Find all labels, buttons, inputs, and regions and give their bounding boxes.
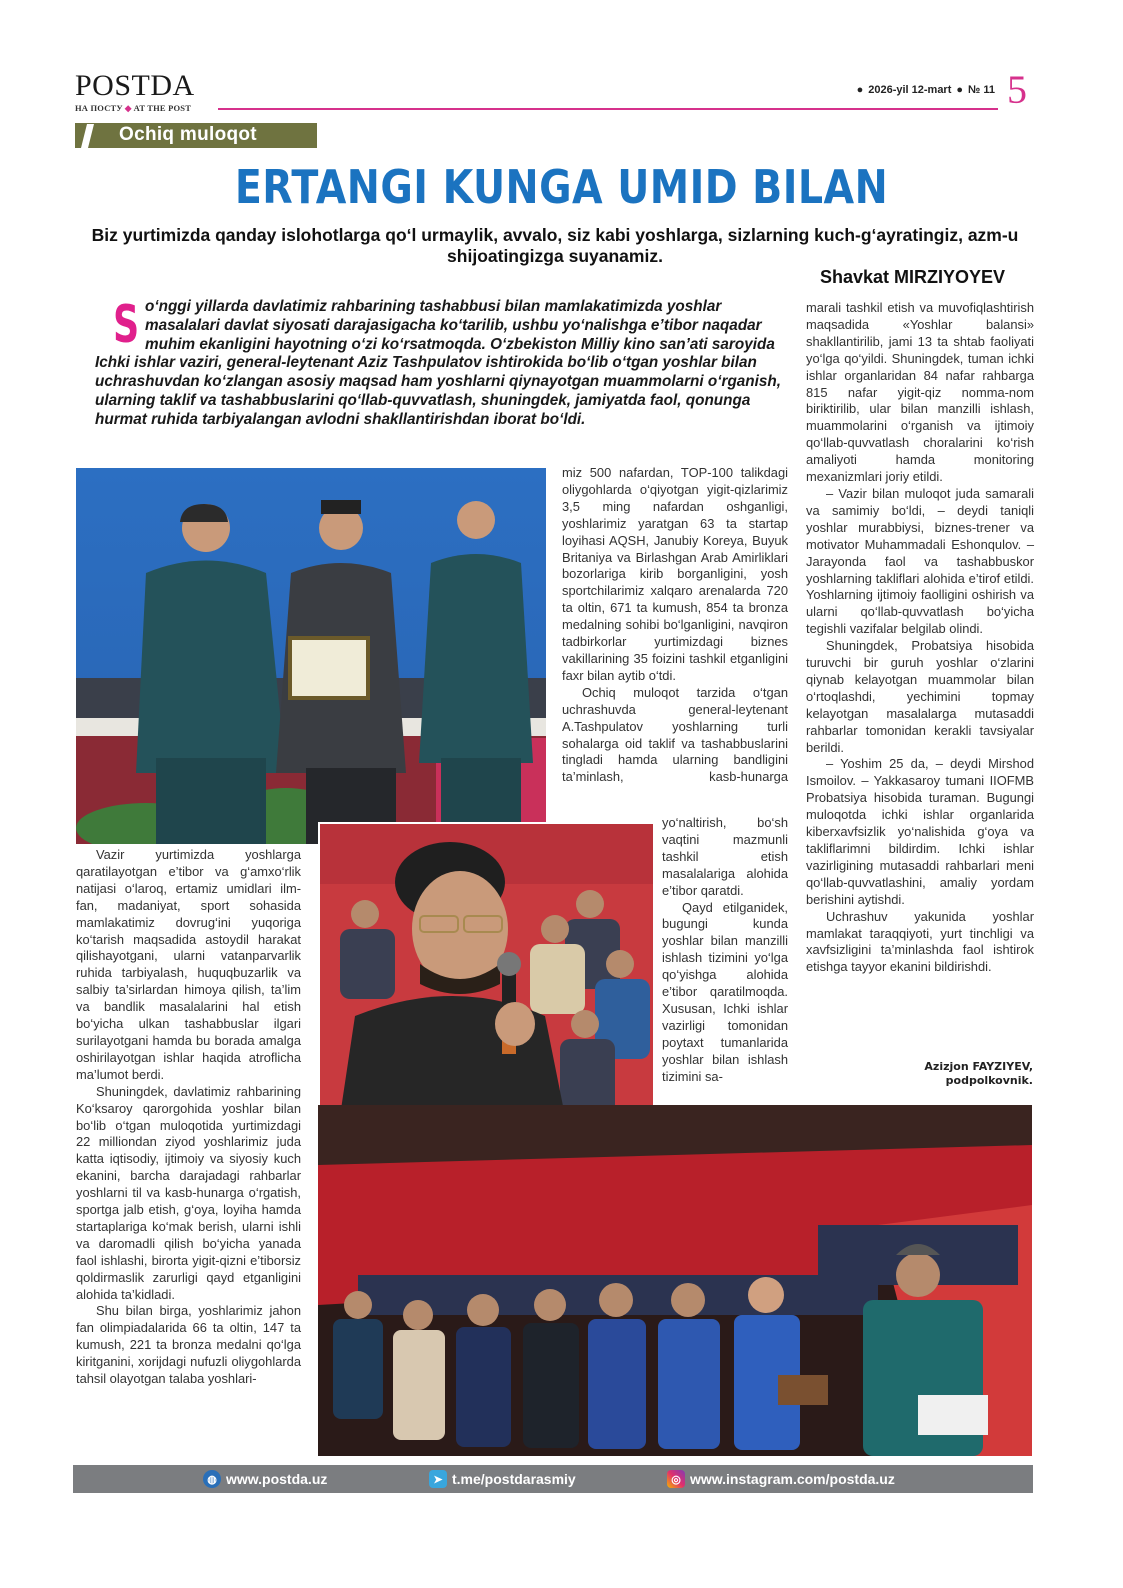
- photo-audience: [318, 1105, 1032, 1456]
- section-label: Ochiq muloqot: [119, 124, 257, 145]
- epigraph-quote: Biz yurtimizda qanday islohotlarga qo‘l urmaylik, avvalo, siz kabi yoshlarga, sizlarning kuch-g‘ayratingiz, azm-u shijoatingizga suyanamiz.: [91, 225, 1019, 266]
- author-rank: podpolkovnik.: [945, 1074, 1033, 1087]
- paragraph: Shuningdek, Probatsiya hisobida turuvchi bir guruh yoshlar o‘zlarini qiynab kelayotgan muammolar bilan o‘rtoqlashdi, yechimini topmay kelayotgan masalalarga mutasaddi rahbarlar tomonidan kerakli tavsiyalar berildi.: [806, 638, 1034, 755]
- footer-link-instagram[interactable]: [667, 1470, 895, 1488]
- article-byline: [924, 1060, 1033, 1088]
- telegram-url: t.me/postdarasmiy: [452, 1471, 576, 1487]
- issue-info: [852, 84, 995, 96]
- footer-link-website[interactable]: [203, 1470, 327, 1488]
- paragraph: Qayd etilganidek, bugungi kunda yoshlar bilan manzilli ishlash tizimini yo‘lga qo‘yishga alohida e’tibor qaratilmoqda. Xususan, Ichki ishlar vazirligi tomonidan poytaxt tumanlarida yoshlar bilan ishlash tizimini sa-: [662, 899, 788, 1084]
- globe-icon: ◍: [203, 1470, 221, 1488]
- photo-award-ceremony: [76, 468, 546, 844]
- website-url: www.postda.uz: [226, 1471, 328, 1487]
- paragraph: Vazir yurtimizda yoshlarga qaratilayotgan e’tibor va g‘amxo‘rlik natijasi o‘laroq, ertamiz umidlari ilm-fan, madaniyat, sport sohasida mamlakatimiz dovrug‘ini yuqoriga ko‘tarish maqsadida astoydil harakat qilishayotgani, ularni vatanparvarlik ruhida tarbiyalash, huquqbuzarlik va salbiy ta’sirlardan himoya qilish, ta’lim va bandlik masalalarini hal etish bo‘yicha ulkan tashabbuslar ilgari surilayotgani hamda bu borada amalga oshirilayotgan ishlar haqida atroflicha ma’lumot berdi.: [76, 847, 301, 1082]
- issue-date: 2026-yil 12-mart: [868, 84, 952, 96]
- bullet-icon: ●: [856, 84, 864, 96]
- masthead: [75, 67, 1035, 113]
- newspaper-logo: POSTDA: [75, 69, 195, 102]
- audience-illustration: [318, 1105, 1032, 1456]
- author-name: Azizjon FAYZIYEV,: [924, 1060, 1033, 1073]
- article-column-1: [76, 847, 301, 1388]
- footer-link-telegram[interactable]: [429, 1470, 576, 1488]
- logo-subtitle: [75, 103, 191, 114]
- lead-text: o‘nggi yillarda davlatimiz rahbarining tashabbusi bilan mamlakatimizda yoshlar masalalari davlat siyosati darajasigacha ko‘tarilib, ushbu yo‘nalishga e’tibor naqadar muhim ekanligini hayotning o‘zi ko‘rsatmoqda. O‘zbekiston Milliy kino san’ati saroyida Ichki ishlar vaziri, general-leytenant Aziz Tashpulatov ishtirokida bo‘lib o‘tgan yoshlar bilan uchrashuvdan ko‘zlangan asosiy maqsad ham yoshlarni qiynayotgan muammolarni o‘rganish, ularning taklif va tashabbuslarini qo‘llab-quvvatlash, shuningdek, jamiyatda faol, qonunga hurmat ruhida tarbiyalangan avlodni shakllantirishdan iborat bo‘ldi.: [95, 298, 781, 428]
- footer-bar: [73, 1465, 1033, 1493]
- diamond-icon: ◆: [124, 103, 132, 113]
- paragraph: Ochiq muloqot tarzida o‘tgan uchrashuvda general-leytenant A.Tashpulatov yoshlarning turli sohalarga oid taklif va tashabbuslarini tingladi hamda ularning bandligini ta’minlash, kasb-hunarga: [562, 684, 788, 785]
- article-column-2: [562, 465, 788, 786]
- page-number: 5: [1007, 67, 1027, 112]
- speaker-illustration: [320, 824, 653, 1116]
- logo-subtitle-ru: НА ПОСТУ: [75, 103, 123, 113]
- photo-speaker: [318, 822, 655, 1118]
- telegram-icon: ➤: [429, 1470, 447, 1488]
- article-column-3: [806, 300, 1034, 976]
- header-rule: [218, 108, 998, 110]
- article-headline: ERTANGI KUNGA UMID BILAN: [234, 160, 889, 214]
- paragraph: – Vazir bilan muloqot juda samarali va samimiy bo‘ldi, – deydi taniqli yoshlar murabbiysi, biznes-trener va motivator Muhammadali Eshonqulov. – Jarayonda faol va tashabbuskor yoshlarning takliflari alohida e’tirof etildi. Yoshlarning ijtimoiy faolligini oshirish va ularni qo‘llab-quvvatlash bo‘yicha tegishli vazifalar belgilab olindi.: [806, 485, 1034, 637]
- drop-cap: S: [113, 295, 140, 355]
- bullet-icon: ●: [956, 84, 964, 96]
- paragraph: marali tashkil etish va muvofiqlashtirish maqsadida «Yoshlar balansi» shakllantirilib, jami 13 ta shtab faoliyati yo‘lga qo‘yildi. Shuningdek, tuman ichki ishlar organlaridan 84 nafar rahbarga 815 nafar yigit-qiz nomma-nom biriktirilib, ular bilan manzilli ishlash, muammolarini o‘rganish va ijtimoiy qo‘llab-quvvatlash choralarini ko‘rish amaliyoti hamda monitoring mexanizmlari joriy etildi.: [806, 300, 1034, 485]
- paragraph: – Yoshim 25 da, – deydi Mirshod Ismoilov. – Yakkasaroy tumani IIOFMB Probatsiya hisobida turaman. Bugungi muloqotda ichki ishlar organlarida kiberxavfsizlik yo‘nalishida g‘oya va takliflarimni bildirdim. Ichki ishlar vazirligining mutasaddi rahbarlari meni qo‘llab-quvvatlashini, amaliy yordam berishini aytishdi.: [806, 756, 1034, 907]
- issue-number: № 11: [968, 84, 995, 96]
- article-lead: [95, 295, 795, 430]
- section-band: [75, 123, 317, 148]
- slash-icon: [81, 124, 94, 148]
- instagram-icon: ◎: [667, 1470, 685, 1488]
- paragraph: yo‘naltirish, bo‘sh vaqtini mazmunli tashkil etish masalalariga alohida e’tibor qaratdi.: [662, 815, 788, 898]
- instagram-url: www.instagram.com/postda.uz: [690, 1471, 895, 1487]
- paragraph: miz 500 nafardan, TOP-100 talikdagi oliygohlarda o‘qiyotgan yigit-qizlarimiz 3,5 ming nafardan oshganligi, yoshlarimiz yaratgan 63 ta startap loyihasi AQSH, Janubiy Koreya, Buyuk Britaniya va Birlashgan Arab Amirliklari bozorlariga kirib borganligini, yosh sportchilarimiz xalqaro arenalarda 720 ta oltin, 671 ta kumush, 854 ta bronza medalning sohibi bo‘lganligini, navqiron tadbirkorlar yurtimizdagi biznes vakillarining 35 foizini tashkil etganligini faxr bilan aytib o‘tdi.: [562, 465, 788, 683]
- article-column-2-continued: [662, 815, 788, 1086]
- award-ceremony-illustration: [76, 468, 546, 844]
- paragraph: Shu bilan birga, yoshlarimiz jahon fan olimpiadalarida 66 ta oltin, 147 ta kumush, 221 ta bronza medalni qo‘lga kiritganini, xorijdagi nufuzli oliygohlarda tahsil olayotgan talaba yoshlari-: [76, 1303, 301, 1387]
- paragraph: Uchrashuv yakunida yoshlar mamlakat taraqqiyoti, yurt tinchligi va xavfsizligini ta’minlashda faol ishtirok etishga tayyor ekanini bildirishdi.: [806, 908, 1034, 975]
- logo-subtitle-en: AT THE POST: [133, 103, 192, 113]
- epigraph-author: Shavkat MIRZIYOYEV: [819, 267, 1005, 287]
- paragraph: Shuningdek, davlatimiz rahbarining Ko‘ksaroy qarorgohida yoshlar bilan bo‘lib o‘tgan muloqotida yurtimizdagi 22 milliondan ziyod yoshlarimiz juda katta iqtisodiy, ijtimoiy va siyosiy kuch ekanini, barcha darajadagi rahbarlar yoshlarni til va kasb-hunarga o‘rgatish, sportga jalb etish, g‘oya, loyiha hamda startaplariga ko‘mak berish, ularni ishli va daromadli qilish bo‘yicha yanada faol ishlashi, birorta yigit-qizni e’tiborsiz qoldirmaslik zarurligi qayd etganligini alohida ta’kidladi.: [76, 1083, 301, 1302]
